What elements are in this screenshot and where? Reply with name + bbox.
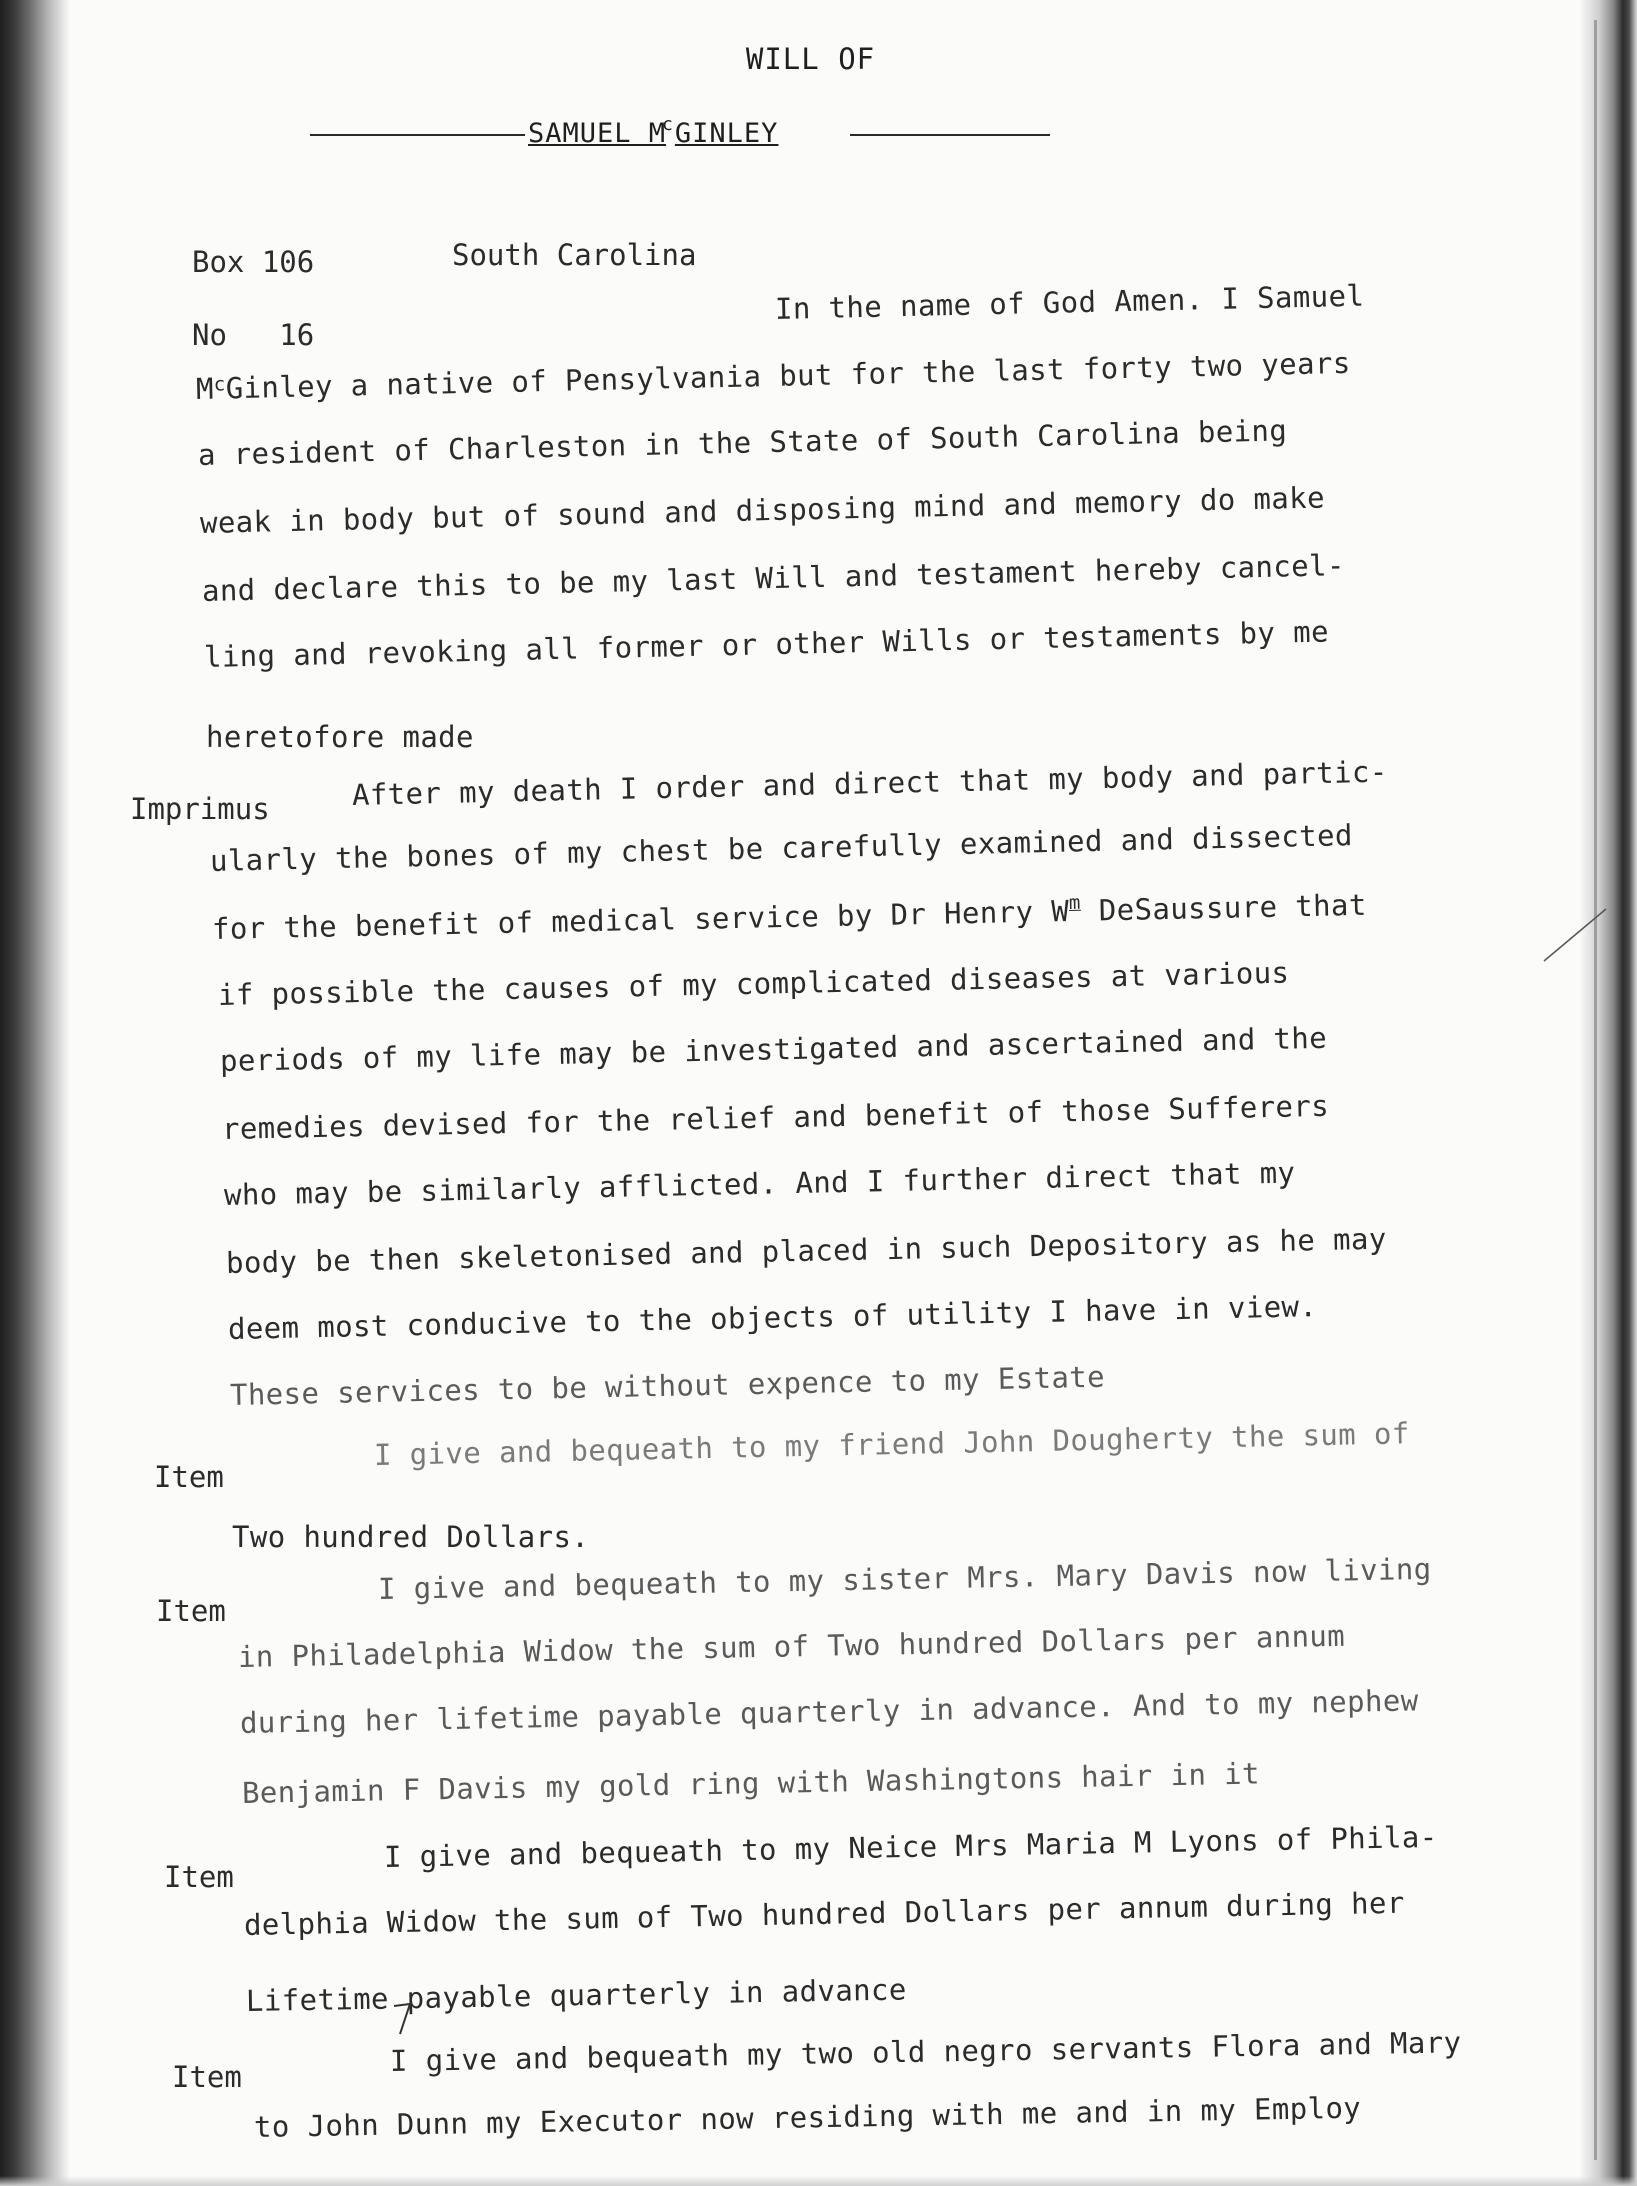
will-line-26: I give and bequeath my two old negro servants Flora and Mary xyxy=(389,2025,1462,2078)
will-line-3: weak in body but of sound and disposing mind and memory do make xyxy=(199,480,1326,540)
will-line-8: ularly the bones of my chest be carefully examined and dissected xyxy=(209,818,1354,878)
will-line-intro: In the name of God Amen. I Samuel xyxy=(774,278,1365,326)
will-line-4: and declare this to be my last Will and testament hereby cancel- xyxy=(201,548,1346,608)
will-line-25: Lifetime payable quarterly in advance xyxy=(245,1972,908,2018)
name-rule-left xyxy=(310,134,525,136)
document-number: No 16 xyxy=(192,318,315,352)
will-line-16: These services to be without expence to my Estate xyxy=(229,1359,1106,1412)
scan-shadow-bottom xyxy=(0,2176,1637,2186)
will-line-9: for the benefit of medical service by Dr Henry $W^m$ DeSaussure that xyxy=(211,887,1368,946)
document-title: WILL OF xyxy=(745,42,876,76)
will-line-27: to John Dunn my Executor now residing with me and in my Employ xyxy=(253,2090,1362,2144)
will-line-15: deem most conducive to the objects of utility I have in view. xyxy=(227,1289,1318,1346)
will-line-22: Benjamin F Davis my gold ring with Washingtons hair in it xyxy=(241,1756,1261,1810)
will-line-11: periods of my life may be investigated and ascertained and the xyxy=(219,1020,1328,1078)
item-label-1: Item xyxy=(154,1460,224,1494)
will-line-2: a resident of Charleston in the State of South Carolina being xyxy=(197,413,1288,472)
will-line-10: if possible the causes of my complicated diseases at various xyxy=(217,955,1290,1012)
item-label-4: Item xyxy=(172,2060,242,2094)
will-line-23: I give and bequeath to my Neice Mrs Maria M Lyons of Phila- xyxy=(383,1819,1438,1874)
pencil-mark xyxy=(392,2000,414,2036)
will-line-13: who may be similarly afflicted. And I further direct that my xyxy=(223,1155,1296,1212)
testator-name: SAMUEL McGINLEY xyxy=(528,114,779,149)
will-line-20: in Philadelphia Widow the sum of Two hundred Dollars per annum xyxy=(237,1618,1346,1674)
will-line-12: remedies devised for the relief and benefit of those Sufferers xyxy=(221,1088,1330,1146)
name-rule-right xyxy=(850,134,1050,136)
item-label-3: Item xyxy=(164,1860,234,1894)
will-line-14: body be then skeletonised and placed in such Depository as he may xyxy=(225,1221,1387,1280)
scan-scratch-mark xyxy=(1540,905,1610,965)
will-line-18: Two hundred Dollars. xyxy=(232,1520,590,1554)
will-line-7: After my death I order and direct that my body and partic- xyxy=(351,754,1388,812)
will-line-24: delphia Widow the sum of Two hundred Dollars per annum during her xyxy=(243,1885,1405,1942)
testator-name-line xyxy=(310,114,1050,150)
scan-shadow-left xyxy=(0,0,70,2186)
will-line-19: I give and bequeath to my sister Mrs. Mary Davis now living xyxy=(377,1551,1432,1606)
will-line-5: ling and revoking all former or other Wills or testaments by me xyxy=(203,614,1330,674)
imprimus-label: Imprimus xyxy=(130,792,270,826)
will-line-6: heretofore made xyxy=(206,720,474,754)
will-line-1: $M^cGinley$ a native of Pensylvania but for the last forty two years xyxy=(195,345,1351,406)
state-name: South Carolina xyxy=(452,238,697,272)
will-line-17: I give and bequeath to my friend John Dougherty the sum of xyxy=(373,1416,1410,1472)
will-line-21: during her lifetime payable quarterly in advance. And to my nephew xyxy=(239,1683,1419,1740)
box-number: Box 106 xyxy=(192,245,315,279)
scan-shadow-right xyxy=(1579,0,1637,2186)
scan-edge-line xyxy=(1594,20,1597,2160)
item-label-2: Item xyxy=(156,1594,226,1628)
